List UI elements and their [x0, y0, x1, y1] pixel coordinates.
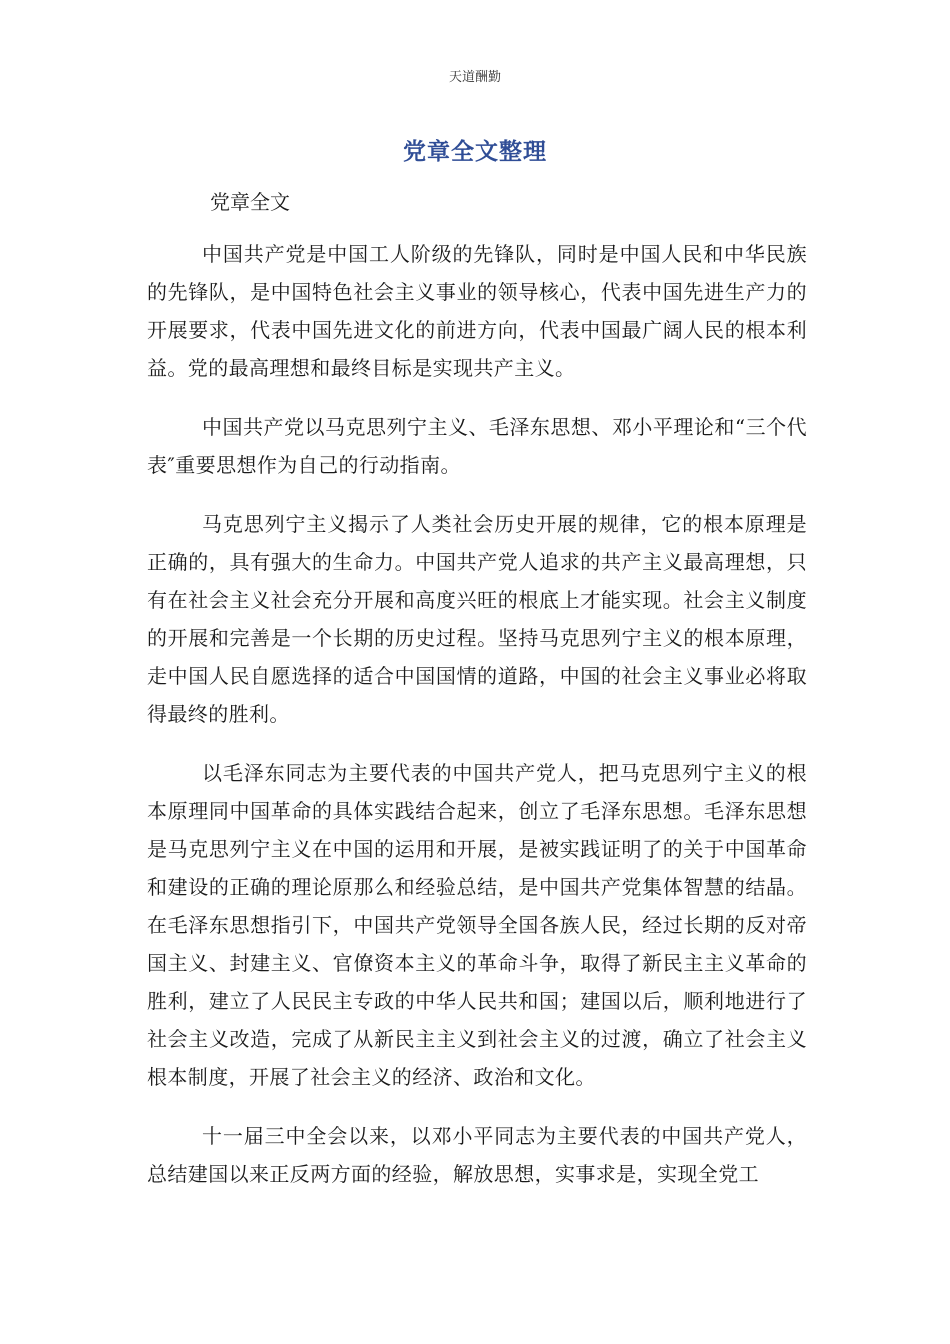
paragraph: 马克思列宁主义揭示了人类社会历史开展的规律，它的根本原理是正确的，具有强大的生命力。中国共产党人追求的共产主义最高理想，只有在社会主义社会充分开展和高度兴旺的根底上才能实现。社会主义制度的开展和完善是一个长期的历史过程。坚持马克思列宁主义的根本原理，走中国人民自愿选择的适合中国国情的道路，中国的社会主义事业必将取得最终的胜利。 [147, 512, 807, 726]
document-subtitle: 党章全文 [210, 190, 290, 214]
paragraph: 中国共产党以马克思列宁主义、毛泽东思想、邓小平理论和“三个代表″重要思想作为自己的行动指南。 [147, 415, 807, 477]
paragraph: 十一届三中全会以来，以邓小平同志为主要代表的中国共产党人，总结建国以来正反两方面的经验，解放思想，实事求是，实现全党工 [147, 1124, 807, 1186]
document-title: 党章全文整理 [403, 139, 547, 165]
paragraph: 中国共产党是中国工人阶级的先锋队，同时是中国人民和中华民族的先锋队，是中国特色社会主义事业的领导核心，代表中国先进生产力的开展要求，代表中国先进文化的前进方向，代表中国最广阔人民的根本利益。党的最高理想和最终目标是实现共产主义。 [147, 242, 807, 380]
running-header: 天道酬勤 [448, 70, 501, 85]
document-body [147, 235, 807, 1214]
paragraph: 以毛泽东同志为主要代表的中国共产党人，把马克思列宁主义的根本原理同中国革命的具体实践结合起来，创立了毛泽东思想。毛泽东思想是马克思列宁主义在中国的运用和开展，是被实践证明了的关于中国革命和建设的正确的理论原那么和经验总结，是中国共产党集体智慧的结晶。在毛泽东思想指引下，中国共产党领导全国各族人民，经过长期的反对帝国主义、封建主义、官僚资本主义的革命斗争，取得了新民主主义革命的胜利，建立了人民民主专政的中华人民共和国；建国以后，顺利地进行了社会主义改造，完成了从新民主主义到社会主义的过渡，确立了社会主义根本制度，开展了社会主义的经济、政治和文化。 [147, 761, 807, 1089]
